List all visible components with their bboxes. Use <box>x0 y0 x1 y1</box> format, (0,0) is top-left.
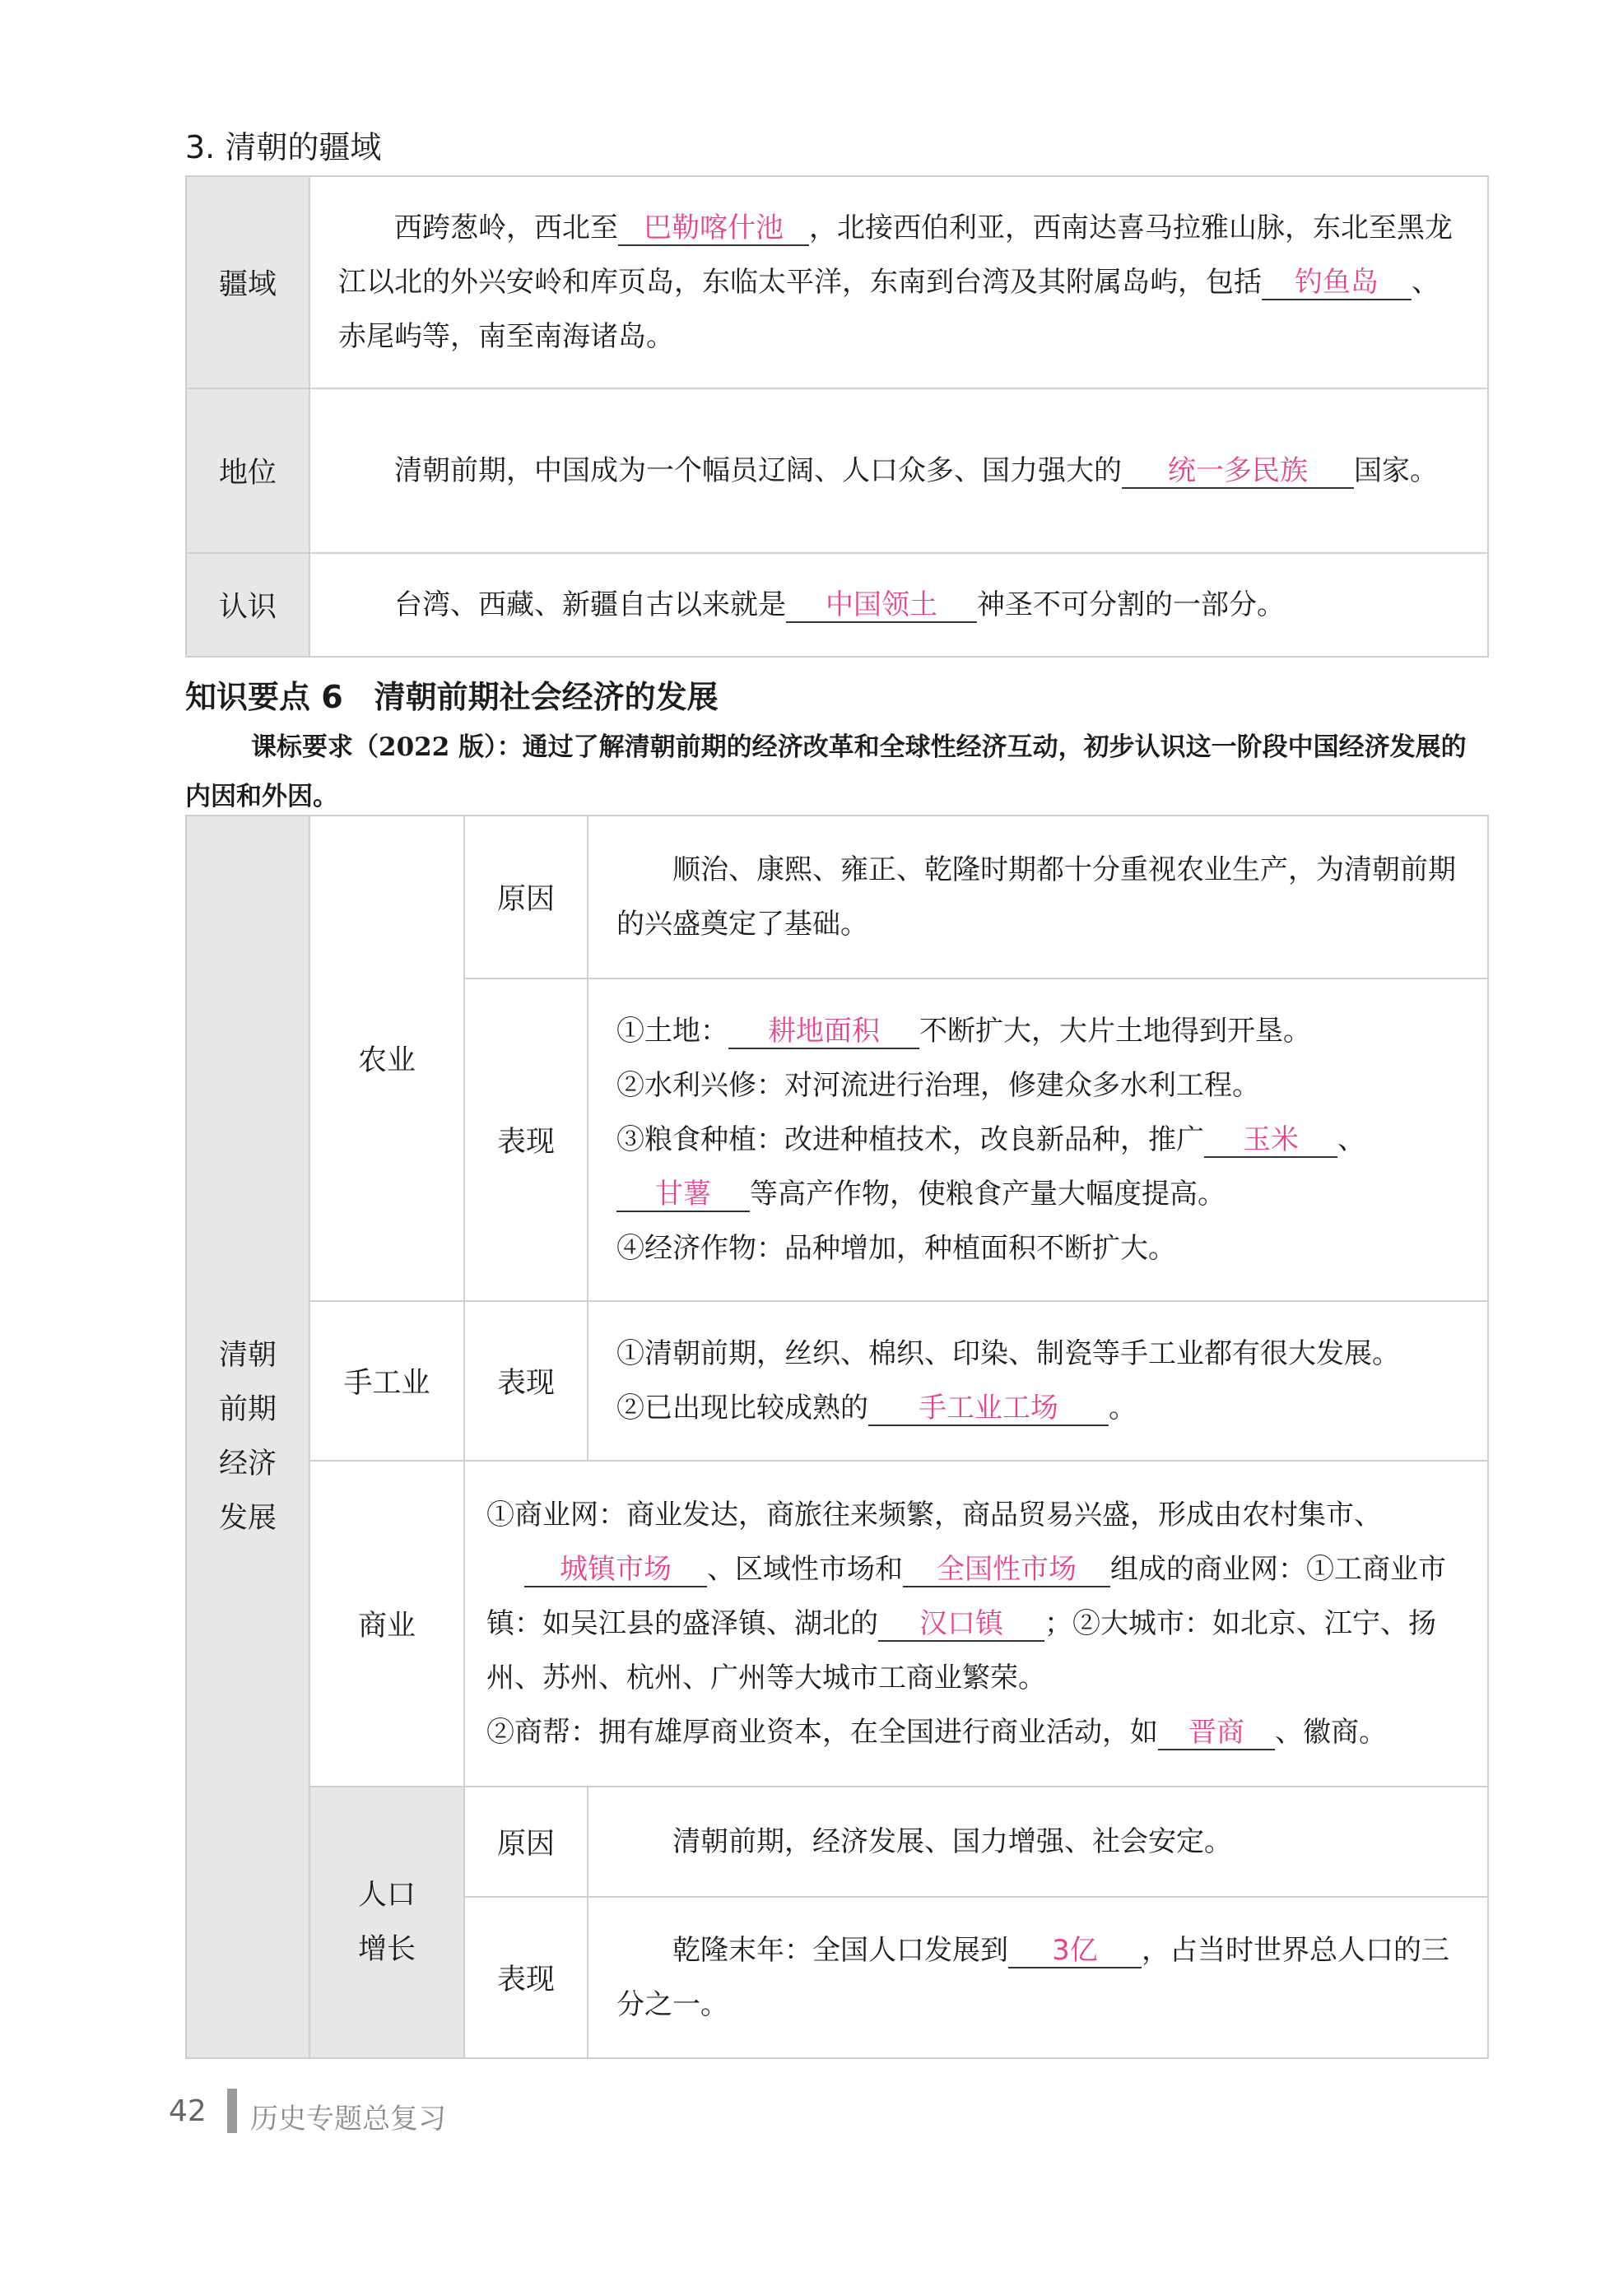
answer-blank: 甘薯 <box>616 1178 750 1212</box>
label-line: 清朝 <box>218 1339 277 1372</box>
curriculum-requirement <box>185 723 1489 821</box>
perf-line <box>616 1113 1466 1221</box>
population-performance <box>588 1897 1488 2058</box>
text: 顺治、康熙、雍正、乾隆时期都十分重视农业生产，为清朝前期的兴盛奠定了基础。 <box>616 853 1456 941</box>
text: ，占当时世界总人口的三分之一。 <box>616 1934 1449 2021</box>
text: 、赤尾屿等，南至南海诸岛。 <box>338 266 1440 353</box>
footer-divider <box>227 2089 237 2133</box>
text: ②已出现比较成熟的 <box>616 1392 868 1425</box>
answer-blank: 耕地面积 <box>728 1016 919 1049</box>
text: ，北接西伯利亚，西南达喜马拉雅山脉，东北至黑龙江以北的外兴安岭和库页岛，东临太平洋，东南到台湾及其附属岛屿，包括 <box>338 211 1453 299</box>
perf-line: ②水利兴修：对河流进行治理，修建众多水利工程。 <box>616 1069 1260 1102</box>
table-row <box>186 1787 1488 1897</box>
text: ①商业网：商业发达，商旅往来频繁，商品贸易兴盛，形成由农村集市、 <box>486 1499 1382 1531</box>
label-line: 前期 <box>218 1393 277 1426</box>
text: 等高产作物，使粮食产量大幅度提高。 <box>750 1178 1226 1211</box>
answer-blank: 巴勒喀什池 <box>618 212 809 246</box>
performance-label: 表现 <box>464 1897 588 2058</box>
section-title: 3. 清朝的疆域 <box>185 129 382 165</box>
merchant-groups <box>486 1705 1466 1759</box>
text: 。 <box>1109 1392 1137 1425</box>
commerce-label: 商业 <box>309 1461 464 1787</box>
answer-blank: 统一多民族 <box>1122 455 1354 489</box>
table-row <box>186 553 1488 657</box>
reason-label: 原因 <box>464 1787 588 1897</box>
agriculture-reason <box>588 816 1488 978</box>
perf-line: ④经济作物：品种增加，种植面积不断扩大。 <box>616 1232 1176 1265</box>
commerce-network <box>486 1488 1466 1705</box>
text: 清朝前期，中国成为一个幅员辽阔、人口众多、国力强大的 <box>394 454 1122 487</box>
answer-blank: 手工业工场 <box>868 1392 1109 1426</box>
row-label: 认识 <box>186 553 309 657</box>
text: 乾隆末年：全国人口发展到 <box>672 1934 1008 1967</box>
perf-line <box>616 1381 1466 1435</box>
text: 西跨葱岭，西北至 <box>394 211 618 244</box>
text: 、 <box>1337 1123 1365 1156</box>
table-row <box>186 388 1488 553</box>
table-row <box>186 816 1488 978</box>
answer-blank: 钓鱼岛 <box>1262 267 1412 300</box>
handicraft-performance <box>588 1301 1488 1461</box>
perf-line: ①清朝前期，丝织、棉织、印染、制瓷等手工业都有很大发展。 <box>616 1337 1400 1370</box>
table-row <box>186 176 1488 388</box>
agriculture-label: 农业 <box>309 816 464 1301</box>
text: ③粮食种植：改进种植技术，改良新品种，推广 <box>616 1123 1204 1156</box>
text: 清朝前期，经济发展、国力增强、社会安定。 <box>672 1825 1232 1858</box>
table-row <box>186 1461 1488 1787</box>
page-number: 42 <box>169 2094 207 2128</box>
answer-blank: 中国领土 <box>786 589 977 623</box>
agriculture-performance <box>588 978 1488 1301</box>
answer-blank: 全国性市场 <box>903 1554 1110 1587</box>
text: 国家。 <box>1354 454 1438 487</box>
handicraft-label: 手工业 <box>309 1301 464 1461</box>
text: 、区域性市场和 <box>707 1553 903 1586</box>
performance-label: 表现 <box>464 1301 588 1461</box>
reason-label: 原因 <box>464 816 588 978</box>
label-line: 人口 <box>357 1879 416 1912</box>
answer-blank: 汉口镇 <box>878 1608 1044 1642</box>
economy-table <box>185 815 1489 2059</box>
perf-line <box>616 1004 1466 1058</box>
row-content <box>309 388 1488 553</box>
performance-label: 表现 <box>464 978 588 1301</box>
row-label: 地位 <box>186 388 309 553</box>
answer-blank: 城镇市场 <box>524 1554 707 1587</box>
text: 、徽商。 <box>1275 1716 1387 1749</box>
row-label: 疆域 <box>186 176 309 388</box>
requirement-text: 课标要求（2022 版）：通过了解清朝前期的经济改革和全球性经济互动，初步认识这一阶段中国经济发展的内因和外因。 <box>185 732 1467 811</box>
text: 组成的商业网：①工商业市镇：如吴江县的盛泽镇、湖北的 <box>486 1553 1446 1640</box>
answer-blank: 晋商 <box>1158 1717 1275 1750</box>
population-reason <box>588 1787 1488 1897</box>
text: ②商帮：拥有雄厚商业资本，在全国进行商业活动，如 <box>486 1716 1158 1749</box>
text: ；②大城市：如北京、江宁、扬州、苏州、杭州、广州等大城市工商业繁荣。 <box>486 1607 1436 1694</box>
knowledge-point-title: 知识要点 6 清朝前期社会经济的发展 <box>185 679 719 715</box>
row-content <box>309 176 1488 388</box>
population-label <box>309 1787 464 2058</box>
territory-table <box>185 175 1489 658</box>
text: 台湾、西藏、新疆自古以来就是 <box>394 588 786 621</box>
book-title: 历史专题总复习 <box>250 2103 446 2136</box>
answer-blank: 玉米 <box>1204 1124 1337 1158</box>
text: 不断扩大，大片土地得到开垦。 <box>919 1015 1311 1048</box>
economy-main-label <box>186 816 309 2058</box>
label-line: 增长 <box>357 1933 416 1966</box>
table-row <box>186 1301 1488 1461</box>
answer-blank: 3亿 <box>1008 1935 1142 1968</box>
label-line: 经济 <box>218 1448 277 1480</box>
label-line: 发展 <box>218 1502 277 1535</box>
text: ①土地： <box>616 1015 728 1048</box>
row-content <box>309 553 1488 657</box>
commerce-content <box>464 1461 1488 1787</box>
text: 神圣不可分割的一部分。 <box>977 588 1285 621</box>
